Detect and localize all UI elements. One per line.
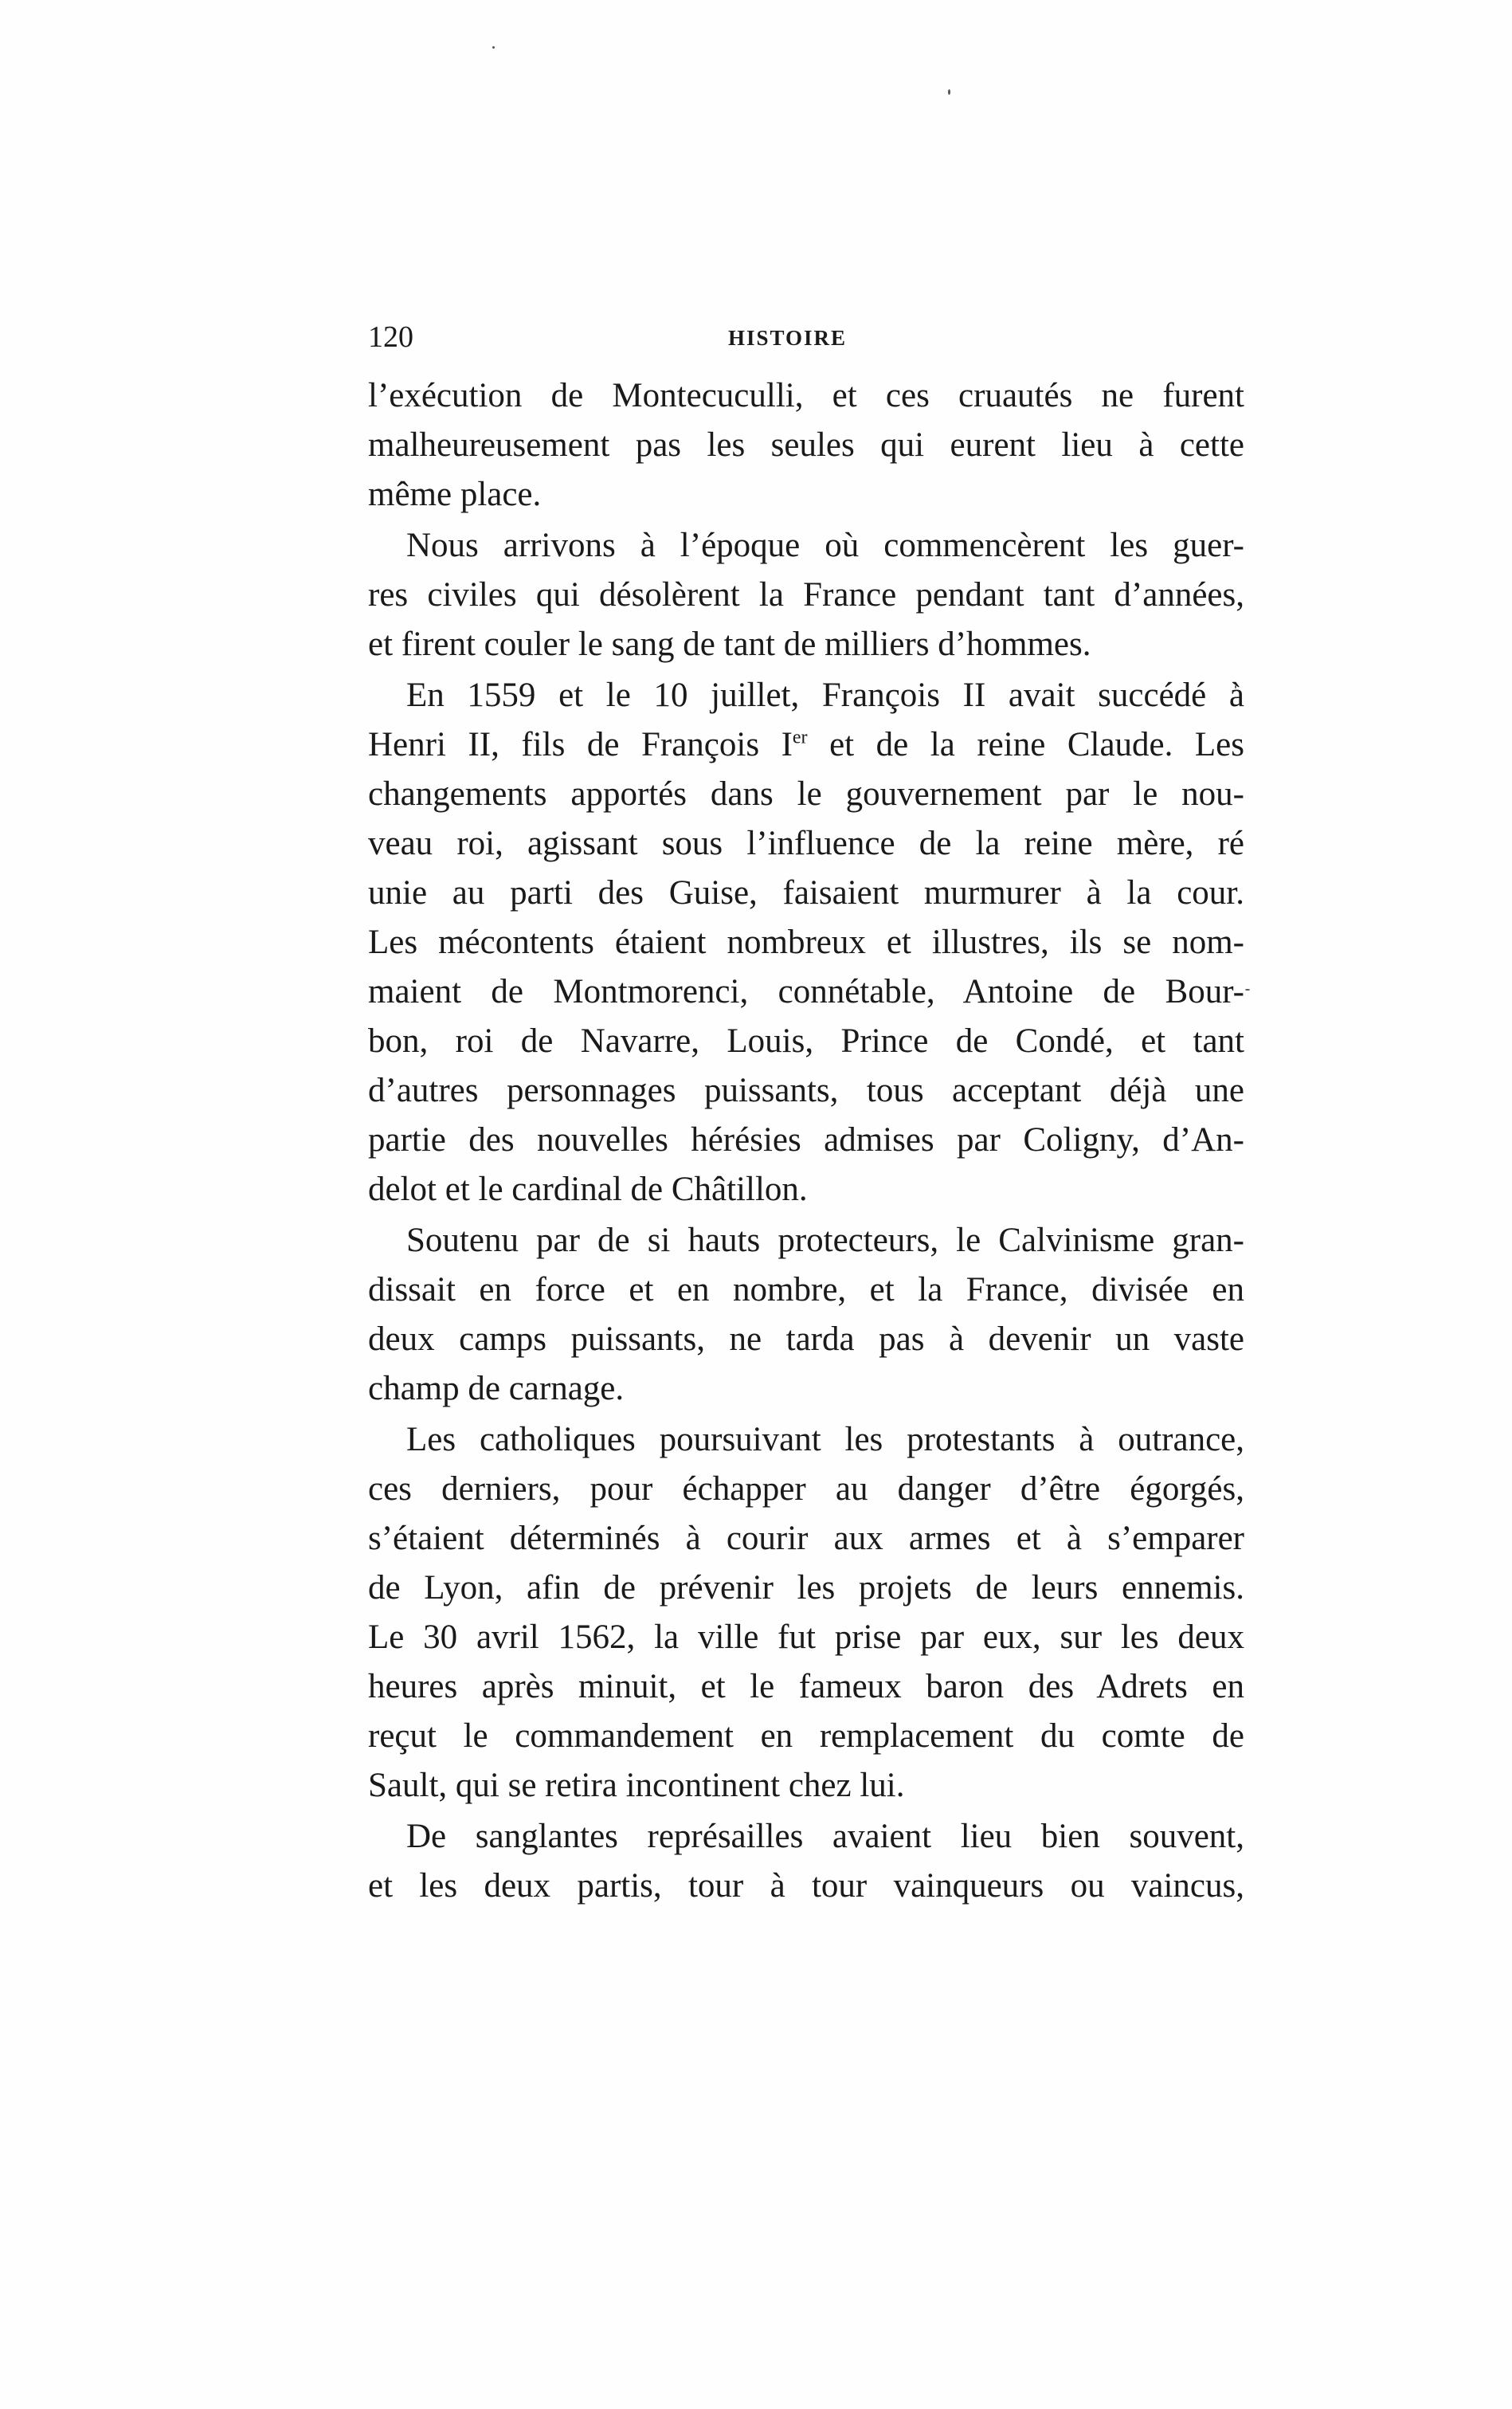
text-line: même place.: [368, 476, 542, 513]
text-line: deux camps puissants, ne tarda pas à devenir un vaste: [368, 1320, 1244, 1358]
text-line: veau roi, agissant sous l’influence de la reine mère, ré: [368, 825, 1244, 862]
text-line: l’exécution de Montecuculli, et ces cruautés ne furent: [368, 377, 1244, 414]
superscript: er: [792, 727, 808, 748]
text-line: Les mécontents étaient nombreux et illustres, ils se nom-: [368, 924, 1244, 961]
text-fragment: et de la reine Claude. Les: [807, 726, 1244, 763]
text-line: Le 30 avril 1562, la ville fut prise par eux, sur les deux: [368, 1618, 1244, 1656]
paper-speck: [948, 89, 950, 95]
text-line: s’étaient déterminés à courir aux armes et à s’emparer: [368, 1520, 1244, 1557]
text-line: dissait en force et en nombre, et la France, divisée en: [368, 1271, 1244, 1308]
text-line: ces derniers, pour échapper au danger d’être égorgés,: [368, 1470, 1244, 1508]
text-line: heures après minuit, et le fameux baron des Adrets en: [368, 1668, 1244, 1705]
text-line: et firent couler le sang de tant de milliers d’hommes.: [368, 626, 1091, 663]
text-line: de Lyon, afin de prévenir les projets de leurs ennemis.: [368, 1569, 1244, 1607]
page-header: [368, 317, 1244, 365]
body-text: [368, 371, 1244, 1911]
page-number: 120: [368, 320, 413, 354]
paper-speck: [1245, 989, 1250, 991]
paper-speck: [492, 46, 495, 49]
text-line: En 1559 et le 10 juillet, François II avait succédé à: [406, 677, 1244, 714]
running-head: HISTOIRE: [728, 326, 848, 350]
text-line: Soutenu par de si hauts protecteurs, le Calvinisme gran-: [406, 1222, 1244, 1259]
text-line: Nous arrivons à l’époque où commencèrent les guer-: [406, 527, 1244, 564]
text-line: maient de Montmorenci, connétable, Antoine de Bour-: [368, 973, 1244, 1010]
text-line: d’autres personnages puissants, tous acceptant déjà une: [368, 1072, 1244, 1109]
text-line: partie des nouvelles hérésies admises par Coligny, d’An-: [368, 1121, 1244, 1159]
text-line: malheureusement pas les seules qui eurent lieu à cette: [368, 426, 1244, 464]
text-line: reçut le commandement en remplacement du comte de: [368, 1717, 1244, 1755]
text-line: unie au parti des Guise, faisaient murmurer à la cour.: [368, 874, 1244, 912]
text-line: delot et le cardinal de Châtillon.: [368, 1171, 808, 1208]
text-line: champ de carnage.: [368, 1370, 625, 1407]
text-line: changements apportés dans le gouvernement par le nou-: [368, 775, 1244, 813]
text-line: Les catholiques poursuivant les protestants à outrance,: [406, 1421, 1244, 1458]
text-line: De sanglantes représailles avaient lieu bien souvent,: [406, 1818, 1244, 1855]
text-line: et les deux partis, tour à tour vainqueurs ou vaincus,: [368, 1867, 1244, 1905]
text-fragment: Henri II, fils de François I: [368, 726, 793, 763]
text-line: [368, 720, 1244, 770]
text-line: Sault, qui se retira incontinent chez lui.: [368, 1767, 905, 1804]
text-line: res civiles qui désolèrent la France pendant tant d’années,: [368, 576, 1244, 614]
text-line: bon, roi de Navarre, Louis, Prince de Condé, et tant: [368, 1022, 1244, 1060]
